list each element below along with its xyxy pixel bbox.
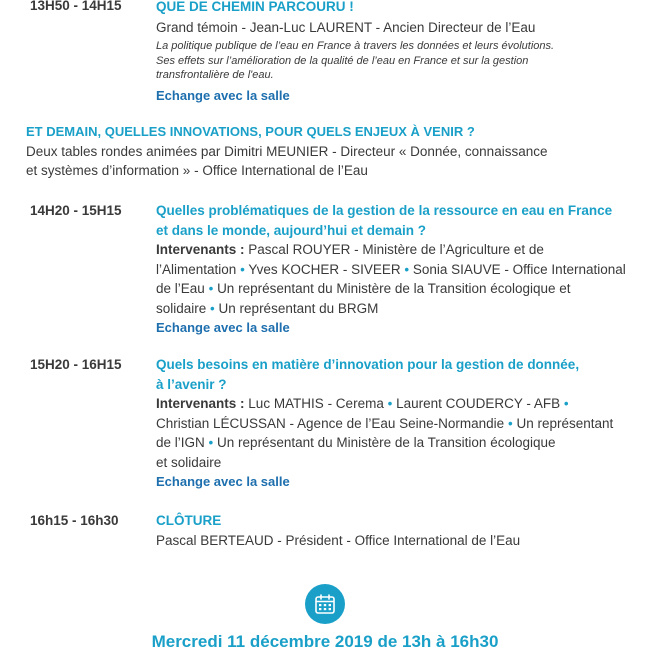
speaker: l’Alimentation	[156, 261, 237, 277]
session-title-line: à l’avenir ?	[156, 376, 227, 392]
speaker: Un représentant du BRGM	[218, 300, 379, 316]
session-title-line: et dans le monde, aujourd’hui et demain ?	[156, 222, 427, 238]
speakers-label: Intervenants :	[156, 242, 245, 257]
speaker: Luc MATHIS - Cerema	[248, 396, 384, 411]
session-description-line: La politique publique de l’eau en France à travers les données et leurs évolutions.	[156, 40, 555, 52]
session-block-4	[156, 511, 636, 550]
session-time: 13H50 - 14H15	[30, 0, 122, 13]
speaker: solidaire	[156, 300, 207, 316]
exchange-link[interactable]: Echange avec la salle	[156, 320, 290, 335]
bullet-separator: •	[404, 261, 410, 277]
section-title: ET DEMAIN, QUELLES INNOVATIONS, POUR QUELS ENJEUX À VENIR ?	[26, 124, 475, 139]
section-block	[26, 122, 636, 181]
speaker: Pascal ROUYER - Ministère de l’Agriculture et de	[248, 242, 544, 257]
session-title-line: Quelles problématiques de la gestion de la ressource en eau en France	[156, 203, 613, 218]
bullet-separator: •	[240, 261, 245, 277]
section-intro-line: Deux tables rondes animées par Dimitri MEUNIER - Directeur « Donnée, connaissance	[26, 143, 548, 159]
speaker: de l’Eau	[156, 281, 205, 296]
bullet-separator: •	[563, 396, 569, 411]
session-description-line: transfrontalière de l'eau.	[156, 69, 274, 81]
event-date: Mercredi 11 décembre 2019 de 13h à 16h30	[151, 632, 499, 651]
bullet-separator: •	[210, 300, 215, 316]
session-block-1	[156, 0, 636, 105]
bullet-separator: •	[208, 435, 214, 450]
session-time: 16h15 - 16h30	[30, 513, 119, 528]
speaker: Yves KOCHER - SIVEER	[248, 261, 401, 277]
session-time: 14H20 - 15H15	[30, 203, 122, 218]
session-block-3	[156, 355, 636, 492]
speaker: Un représentant	[516, 415, 614, 431]
speaker: Sonia SIAUVE - Office International	[412, 261, 626, 277]
session-title: CLÔTURE	[156, 513, 222, 528]
speakers-label: Intervenants :	[156, 396, 245, 411]
session-title: QUE DE CHEMIN PARCOURU !	[156, 0, 354, 14]
session-speaker-line: Pascal BERTEAUD - Président - Office International de l’Eau	[156, 532, 521, 548]
speaker: Un représentant du Ministère de la Transition écologique et	[217, 281, 571, 296]
session-description-line: Ses effets sur l’amélioration de la qualité de l’eau en France et sur la gestion	[156, 54, 529, 67]
speaker: de l’IGN	[156, 435, 205, 450]
exchange-link[interactable]: Echange avec la salle	[156, 87, 290, 103]
session-title-line: Quels besoins en matière d’innovation pour la gestion de donnée,	[156, 357, 580, 372]
speaker: Laurent COUDERCY - AFB	[396, 396, 561, 411]
speaker: et solidaire	[156, 454, 222, 470]
section-intro-line: et systèmes d’information » - Office International de l’Eau	[26, 163, 368, 178]
session-time: 15H20 - 16H15	[30, 357, 122, 372]
bullet-separator: •	[208, 281, 214, 296]
session-block-2	[156, 201, 636, 338]
speaker: Christian LÉCUSSAN - Agence de l’Eau Seine-Normandie	[156, 415, 505, 431]
calendar-icon	[305, 584, 345, 624]
speaker: Un représentant du Ministère de la Transition écologique	[217, 435, 556, 450]
bullet-separator: •	[387, 396, 393, 411]
session-witness: Grand témoin - Jean-Luc LAURENT - Ancien Directeur de l’Eau	[156, 19, 536, 35]
exchange-link[interactable]: Echange avec la salle	[156, 474, 290, 489]
bullet-separator: •	[507, 415, 513, 431]
